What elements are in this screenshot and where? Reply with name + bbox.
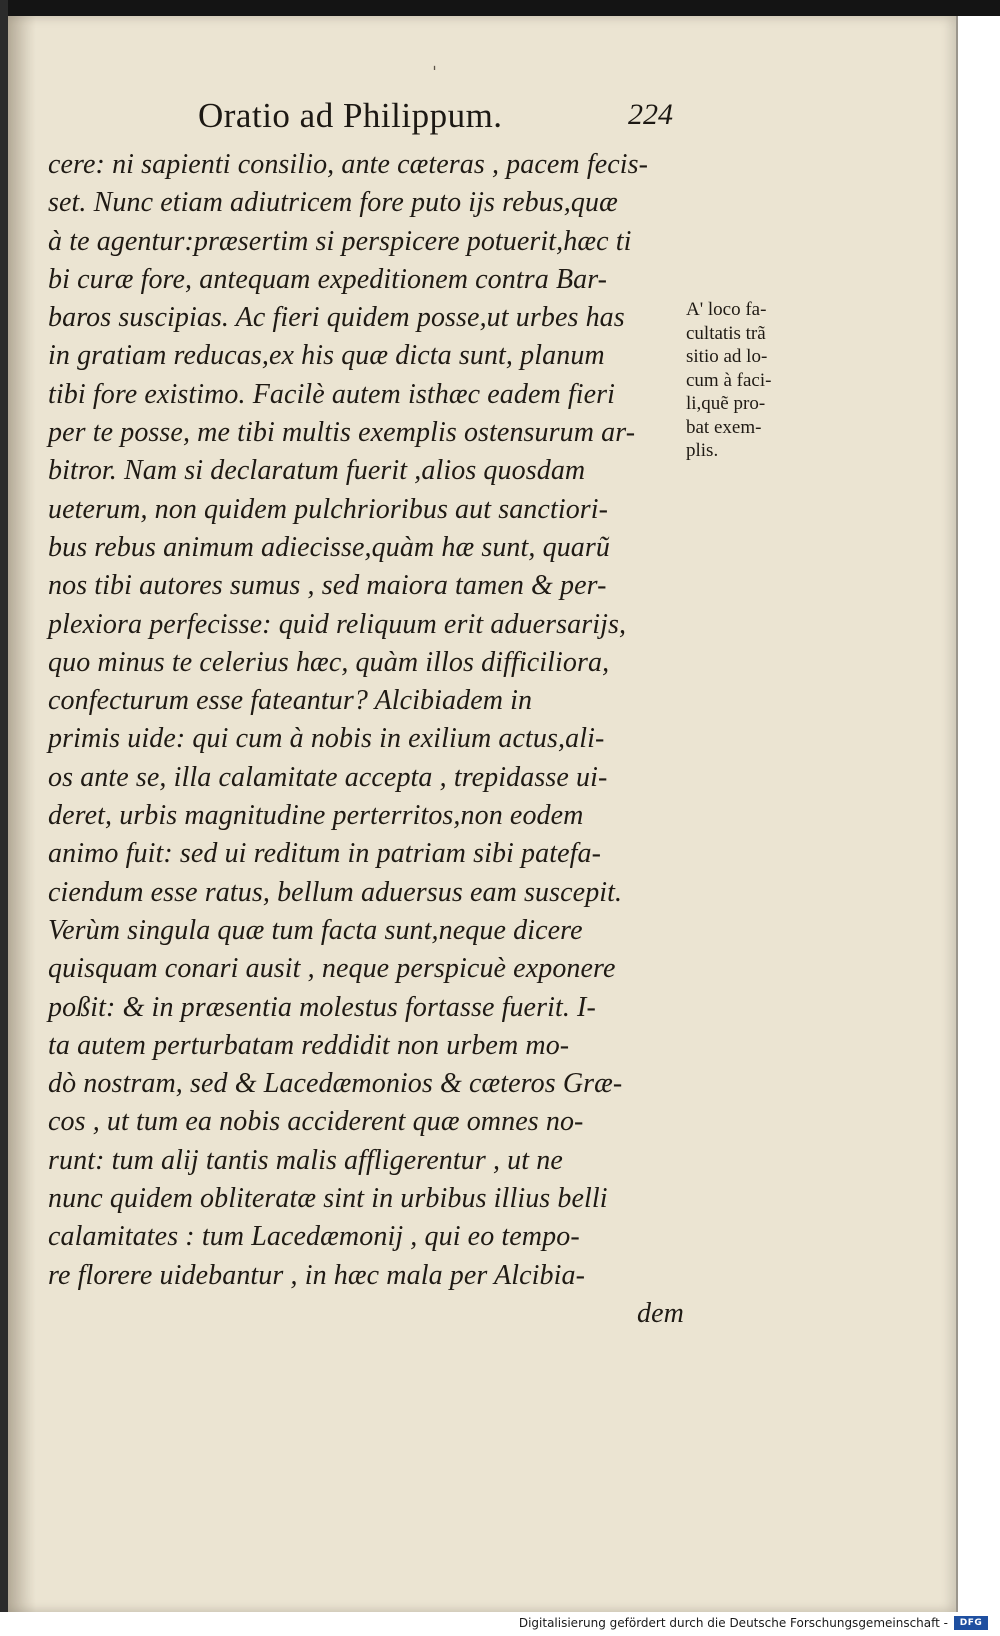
text-line: à te agentur:præsertim si perspicere potuerit,hæc ti [48, 225, 632, 257]
ink-mark: ˌ [432, 52, 437, 73]
text-line: cos , ut tum ea nobis acciderent quæ omnes no- [48, 1106, 584, 1138]
marginal-note [686, 298, 826, 463]
dfg-logo: DFG [954, 1616, 988, 1630]
text-line: Verùm singula quæ tum facta sunt,neque dicere [48, 914, 583, 946]
text-line: poßit: & in præsentia molestus fortasse fuerit. I- [48, 991, 596, 1023]
digitization-footer [0, 1612, 1000, 1636]
text-line: os ante se, illa calamitate accepta , trepidasse ui- [48, 761, 608, 793]
page-number: 224 [628, 98, 673, 131]
text-line: calamitates : tum Lacedæmonij , qui eo tempo- [48, 1221, 580, 1253]
text-line: plexiora perfecisse: quid reliquum erit aduersarijs, [48, 608, 627, 640]
running-title: Oratio ad Philippum. [198, 96, 503, 135]
marginal-line: sitio ad lo- [686, 346, 768, 367]
text-line: bitror. Nam si declaratum fuerit ,alios quosdam [48, 455, 586, 487]
text-line: re florere uidebantur , in hæc mala per Alcibia- [48, 1259, 585, 1291]
marginal-line: bat exem- [686, 416, 762, 438]
scan-border-top [0, 0, 1000, 16]
text-line: bus rebus animum adiecisse,quàm hæ sunt, quarũ [48, 531, 611, 563]
text-line: primis uide: qui cum à nobis in exilium actus,ali- [48, 723, 605, 755]
body-text [48, 146, 688, 1333]
text-line: bi curæ fore, antequam expeditionem contra Bar- [48, 263, 608, 295]
marginal-line: plis. [686, 440, 719, 461]
page-header [198, 96, 718, 146]
catchword: dem [637, 1297, 684, 1329]
text-line: ciendum esse ratus, bellum aduersus eam suscepit. [48, 876, 623, 908]
text-line: tibi fore existimo. Facilè autem isthæc eadem fieri [48, 378, 616, 410]
text-line: baros suscipias. Ac fieri quidem posse,ut urbes has [48, 302, 625, 334]
text-line: dò nostram, sed & Lacedæmonios & cæteros Græ- [48, 1068, 623, 1100]
text-line: ueterum, non quidem pulchrioribus aut sanctiori- [48, 493, 609, 525]
text-line: in gratiam reducas,ex his quæ dicta sunt, planum [48, 340, 605, 372]
funding-credit: Digitalisierung gefördert durch die Deutsche Forschungsgemeinschaft - [518, 1616, 948, 1630]
text-line: quisquam conari ausit , neque perspicuè exponere [48, 953, 616, 985]
marginal-line: li,quẽ pro- [686, 393, 766, 414]
text-line: set. Nunc etiam adiutricem fore puto ijs rebus,quæ [48, 187, 618, 219]
text-line: deret, urbis magnitudine perterritos,non eodem [48, 800, 584, 832]
text-line: runt: tum alij tantis malis affligerentur , ut ne [48, 1144, 563, 1176]
text-line: nos tibi autores sumus , sed maiora tamen & per- [48, 570, 607, 602]
text-line: cere: ni sapienti consilio, ante cæteras , pacem fecis- [48, 149, 649, 180]
marginal-line: cultatis trã [686, 322, 766, 344]
marginal-line: cum à faci- [686, 369, 772, 391]
text-line: per te posse, me tibi multis exemplis ostensurum ar- [48, 417, 636, 449]
text-line: quo minus te celerius hæc, quàm illos difficiliora, [48, 646, 610, 678]
text-line: animo fuit: sed ui reditum in patriam sibi patefa- [48, 838, 602, 870]
text-line: confecturum esse fateantur? Alcibiadem in [48, 685, 533, 717]
book-page [8, 16, 958, 1612]
text-line: ta autem perturbatam reddidit non urbem mo- [48, 1029, 570, 1061]
text-line: nunc quidem obliteratæ sint in urbibus illius belli [48, 1183, 608, 1215]
scan-border-left [0, 0, 8, 1620]
marginal-line: A' loco fa- [686, 299, 767, 320]
